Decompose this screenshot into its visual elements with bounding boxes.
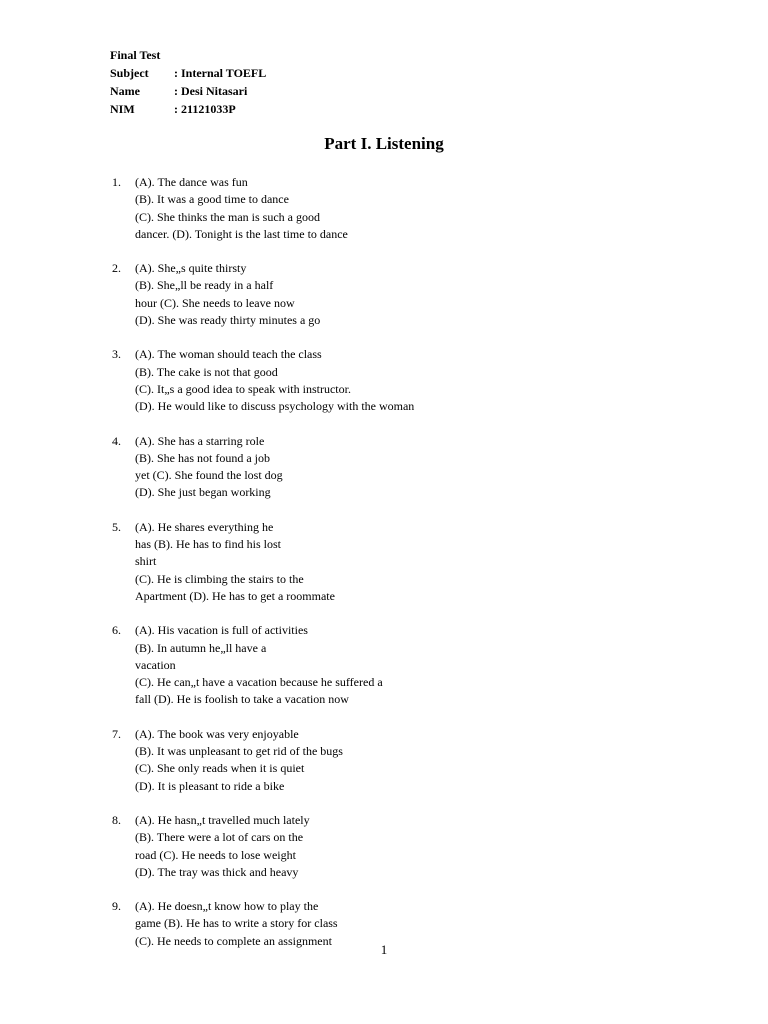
answer-option-text: (C). It„s a good idea to speak with instructor. xyxy=(135,381,351,396)
answer-option-text: (A). He shares everything he xyxy=(135,519,274,534)
question-line xyxy=(112,829,391,846)
question-number: 7. xyxy=(112,726,121,741)
question-line xyxy=(112,657,391,674)
answer-option-text: (B). There were a lot of cars on the xyxy=(135,830,304,845)
answer-option-text: Apartment (D). He has to get a roommate xyxy=(135,588,335,603)
question-line xyxy=(112,726,391,743)
answer-option-text: (A). The woman should teach the class xyxy=(135,347,322,362)
question-line xyxy=(112,346,391,363)
answer-option-text: (B). It was a good time to dance xyxy=(135,192,289,207)
page-number: 1 xyxy=(380,942,388,957)
question-number: 6. xyxy=(112,623,121,638)
answer-option-text: (D). She just began working xyxy=(135,485,271,500)
answer-option-text: has (B). He has to find his lost xyxy=(135,537,281,552)
question-line xyxy=(112,812,391,829)
answer-option-text: (A). She has a starring role xyxy=(135,433,265,448)
question-line xyxy=(112,622,391,639)
answer-option-text: (D). The tray was thick and heavy xyxy=(135,864,299,879)
answer-option-text: (C). He can„t have a vacation because he suffered a xyxy=(135,675,383,690)
question-line xyxy=(112,519,391,536)
part-title: Part I. Listening xyxy=(324,134,444,153)
question-item xyxy=(112,812,391,881)
answer-option-text: (A). The dance was fun xyxy=(135,175,248,189)
question-number: 9. xyxy=(112,899,121,914)
test-header xyxy=(110,46,266,118)
question-number: 2. xyxy=(112,261,121,276)
question-line xyxy=(112,778,391,795)
header-value: : 21121033P xyxy=(174,102,236,116)
question-list xyxy=(112,174,415,967)
question-number: 1. xyxy=(112,175,121,189)
answer-option-text: shirt xyxy=(135,554,157,569)
answer-option-text: (C). She only reads when it is quiet xyxy=(135,761,305,776)
question-line xyxy=(112,743,391,760)
question-line xyxy=(112,450,391,467)
question-number: 8. xyxy=(112,812,121,827)
answer-option-text: hour (C). She needs to leave now xyxy=(135,295,295,310)
question-item xyxy=(112,346,415,415)
question-line xyxy=(112,864,391,881)
answer-option-text: (A). The book was very enjoyable xyxy=(135,726,299,741)
answer-option-text: (B). The cake is not that good xyxy=(135,364,278,379)
question-item xyxy=(112,174,391,243)
question-item xyxy=(112,519,391,605)
question-line xyxy=(112,467,391,484)
question-line xyxy=(112,312,391,329)
question-line xyxy=(112,760,391,777)
header-title: Final Test xyxy=(110,48,161,62)
answer-option-text: (B). She„ll be ready in a half xyxy=(135,278,274,293)
question-line xyxy=(112,260,391,277)
question-line xyxy=(112,847,391,864)
answer-option-text: (C). He is climbing the stairs to the xyxy=(135,571,304,586)
answer-option-text: (C). He needs to complete an assignment xyxy=(135,933,332,948)
question-line xyxy=(112,209,391,226)
question-line xyxy=(112,915,391,932)
answer-option-text: (A). He hasn„t travelled much lately xyxy=(135,812,310,827)
header-row-subject xyxy=(110,64,266,82)
answer-option-text: dancer. (D). Tonight is the last time to dance xyxy=(135,226,348,241)
question-line xyxy=(112,226,391,243)
question-line xyxy=(112,191,391,208)
header-label: Name xyxy=(110,84,140,98)
question-line xyxy=(112,484,391,501)
answer-option-text: (A). She„s quite thirsty xyxy=(135,261,247,276)
question-line xyxy=(112,433,391,450)
question-line xyxy=(112,295,391,312)
question-line xyxy=(112,691,391,708)
answer-option-text: yet (C). She found the lost dog xyxy=(135,468,283,483)
header-row-nim xyxy=(110,100,266,118)
answer-option-text: (A). His vacation is full of activities xyxy=(135,623,308,638)
question-line xyxy=(112,674,391,691)
answer-option-text: (B). In autumn he„ll have a xyxy=(135,640,267,655)
header-label: Subject xyxy=(110,66,149,80)
answer-option-text: vacation xyxy=(135,657,176,672)
answer-option-text: (D). She was ready thirty minutes a go xyxy=(135,313,321,328)
answer-option-text: (B). She has not found a job xyxy=(135,450,270,465)
question-item xyxy=(112,433,391,502)
answer-option-text: road (C). He needs to lose weight xyxy=(135,847,296,862)
question-line xyxy=(112,536,391,553)
question-item xyxy=(112,622,391,708)
header-value: : Internal TOEFL xyxy=(174,66,267,80)
header-value: : Desi Nitasari xyxy=(174,84,248,98)
answer-option-text: (D). It is pleasant to ride a bike xyxy=(135,778,285,793)
answer-option-text: game (B). He has to write a story for class xyxy=(135,916,338,931)
question-line xyxy=(112,898,391,915)
answer-option-text: fall (D). He is foolish to take a vacation now xyxy=(135,692,349,707)
header-label: NIM xyxy=(110,102,135,116)
question-number: 5. xyxy=(112,519,121,534)
question-line xyxy=(112,364,391,381)
question-number: 4. xyxy=(112,433,121,448)
question-line xyxy=(112,553,391,570)
question-number: 3. xyxy=(112,347,121,362)
question-line xyxy=(112,398,415,415)
question-line xyxy=(112,640,391,657)
question-line xyxy=(112,174,391,191)
answer-option-text: (A). He doesn„t know how to play the xyxy=(135,899,319,914)
question-line xyxy=(112,277,391,294)
answer-option-text: (D). He would like to discuss psychology with the woman xyxy=(135,399,415,414)
question-line xyxy=(112,381,391,398)
question-line xyxy=(112,588,391,605)
question-item xyxy=(112,260,391,329)
answer-option-text: (B). It was unpleasant to get rid of the bugs xyxy=(135,744,343,759)
question-line xyxy=(112,571,391,588)
question-item xyxy=(112,726,391,795)
header-row-name xyxy=(110,82,266,100)
answer-option-text: (C). She thinks the man is such a good xyxy=(135,209,320,224)
